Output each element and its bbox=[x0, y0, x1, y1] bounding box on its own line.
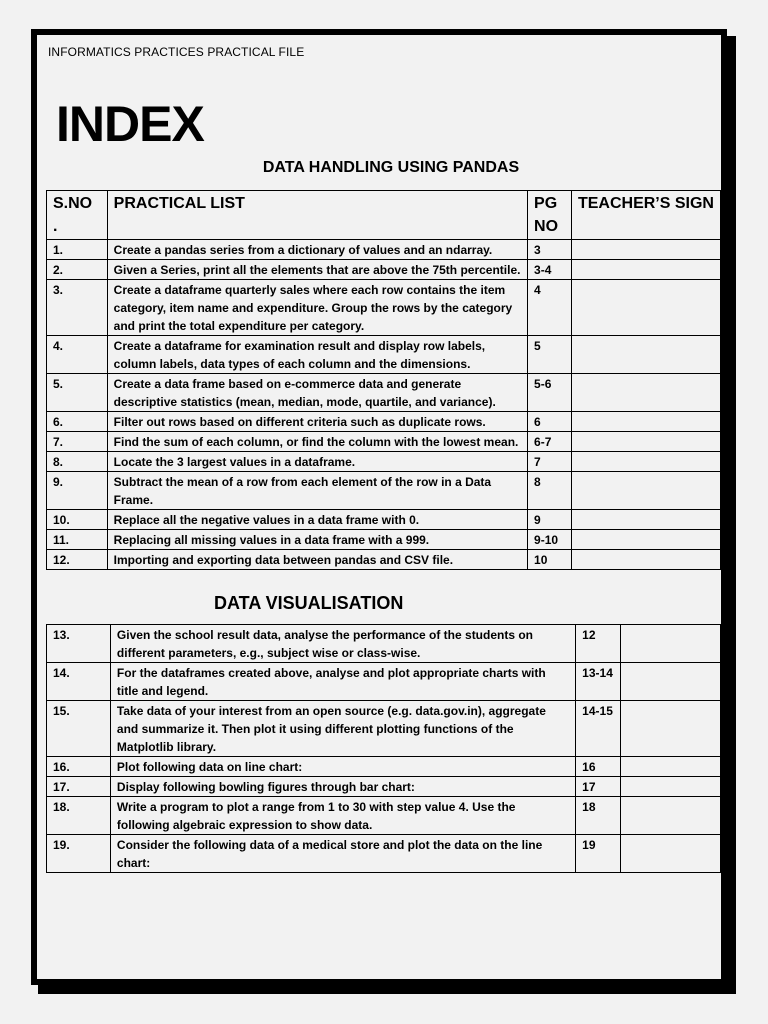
row-page: 13-14 bbox=[576, 663, 621, 701]
row-practical: Given the school result data, analyse the performance of the students on different parameters, e.g., subject wise or class-wise. bbox=[110, 625, 575, 663]
table-row bbox=[47, 432, 721, 452]
row-practical: Take data of your interest from an open source (e.g. data.gov.in), aggregate and summarize it. Then plot it using different plotting functions of the Matplotlib library. bbox=[110, 701, 575, 757]
row-sign bbox=[621, 777, 721, 797]
table-row bbox=[47, 452, 721, 472]
column-header-pg: PG NO bbox=[528, 191, 572, 240]
row-sno: 15. bbox=[47, 701, 111, 757]
row-page: 12 bbox=[576, 625, 621, 663]
row-sno: 9. bbox=[47, 472, 108, 510]
row-practical: Filter out rows based on different criteria such as duplicate rows. bbox=[107, 412, 527, 432]
row-sign bbox=[621, 835, 721, 873]
row-practical: Display following bowling figures through bar chart: bbox=[110, 777, 575, 797]
row-sno: 3. bbox=[47, 280, 108, 336]
row-sign bbox=[571, 260, 720, 280]
row-practical: Locate the 3 largest values in a dataframe. bbox=[107, 452, 527, 472]
table-row bbox=[47, 336, 721, 374]
row-sign bbox=[621, 757, 721, 777]
table-row bbox=[47, 625, 721, 663]
table-row bbox=[47, 260, 721, 280]
row-practical: Importing and exporting data between pandas and CSV file. bbox=[107, 550, 527, 570]
row-page: 7 bbox=[528, 452, 572, 472]
row-sign bbox=[571, 550, 720, 570]
row-sign bbox=[621, 663, 721, 701]
row-sign bbox=[571, 510, 720, 530]
row-practical: Find the sum of each column, or find the column with the lowest mean. bbox=[107, 432, 527, 452]
row-practical: For the dataframes created above, analyse and plot appropriate charts with title and legend. bbox=[110, 663, 575, 701]
row-sign bbox=[571, 336, 720, 374]
row-sno: 18. bbox=[47, 797, 111, 835]
row-sno: 4. bbox=[47, 336, 108, 374]
row-page: 3 bbox=[528, 240, 572, 260]
row-sno: 16. bbox=[47, 757, 111, 777]
table-row bbox=[47, 240, 721, 260]
row-practical: Create a data frame based on e-commerce data and generate descriptive statistics (mean, median, mode, quartile, and variance). bbox=[107, 374, 527, 412]
document-page bbox=[31, 29, 727, 985]
row-sno: 8. bbox=[47, 452, 108, 472]
row-sign bbox=[621, 797, 721, 835]
section-heading-pandas: DATA HANDLING USING PANDAS bbox=[262, 159, 520, 176]
row-practical: Create a dataframe quarterly sales where each row contains the item category, item name and expenditure. Group the rows by the category and print the total expenditure per category. bbox=[107, 280, 527, 336]
row-practical: Given a Series, print all the elements that are above the 75th percentile. bbox=[107, 260, 527, 280]
row-page: 16 bbox=[576, 757, 621, 777]
row-page: 3-4 bbox=[528, 260, 572, 280]
row-sno: 5. bbox=[47, 374, 108, 412]
row-practical: Subtract the mean of a row from each element of the row in a Data Frame. bbox=[107, 472, 527, 510]
row-sno: 12. bbox=[47, 550, 108, 570]
row-page: 9-10 bbox=[528, 530, 572, 550]
row-practical: Plot following data on line chart: bbox=[110, 757, 575, 777]
row-sign bbox=[571, 374, 720, 412]
column-header-practical: PRACTICAL LIST bbox=[107, 191, 527, 240]
column-header-sign: TEACHER’S SIGN bbox=[571, 191, 720, 240]
row-page: 6-7 bbox=[528, 432, 572, 452]
row-sign bbox=[571, 432, 720, 452]
table-row bbox=[47, 412, 721, 432]
table-row bbox=[47, 510, 721, 530]
table-row bbox=[47, 280, 721, 336]
table-row bbox=[47, 530, 721, 550]
row-page: 9 bbox=[528, 510, 572, 530]
row-page: 4 bbox=[528, 280, 572, 336]
row-page: 6 bbox=[528, 412, 572, 432]
table-row bbox=[47, 663, 721, 701]
table-row bbox=[47, 757, 721, 777]
row-practical: Write a program to plot a range from 1 to 30 with step value 4. Use the following algebraic expression to show data. bbox=[110, 797, 575, 835]
row-sign bbox=[571, 240, 720, 260]
row-page: 5 bbox=[528, 336, 572, 374]
row-sno: 10. bbox=[47, 510, 108, 530]
table-row bbox=[47, 797, 721, 835]
row-page: 14-15 bbox=[576, 701, 621, 757]
row-practical: Replacing all missing values in a data frame with a 999. bbox=[107, 530, 527, 550]
table-row bbox=[47, 701, 721, 757]
row-page: 10 bbox=[528, 550, 572, 570]
row-sign bbox=[571, 280, 720, 336]
table-row bbox=[47, 374, 721, 412]
row-sno: 17. bbox=[47, 777, 111, 797]
row-sno: 2. bbox=[47, 260, 108, 280]
table-row bbox=[47, 550, 721, 570]
row-sno: 19. bbox=[47, 835, 111, 873]
row-page: 5-6 bbox=[528, 374, 572, 412]
row-page: 8 bbox=[528, 472, 572, 510]
row-page: 17 bbox=[576, 777, 621, 797]
column-header-sno: S.NO . bbox=[47, 191, 108, 240]
row-sno: 6. bbox=[47, 412, 108, 432]
index-table-pandas bbox=[46, 190, 721, 570]
table-row bbox=[47, 835, 721, 873]
row-page: 18 bbox=[576, 797, 621, 835]
index-table-visualisation bbox=[46, 624, 721, 873]
row-practical: Replace all the negative values in a data frame with 0. bbox=[107, 510, 527, 530]
row-sign bbox=[571, 472, 720, 510]
file-header: INFORMATICS PRACTICES PRACTICAL FILE bbox=[48, 45, 305, 59]
page-title: INDEX bbox=[56, 96, 204, 152]
row-sign bbox=[621, 701, 721, 757]
row-sno: 13. bbox=[47, 625, 111, 663]
row-sign bbox=[571, 530, 720, 550]
row-practical: Create a pandas series from a dictionary of values and an ndarray. bbox=[107, 240, 527, 260]
row-sign bbox=[571, 412, 720, 432]
row-sign bbox=[621, 625, 721, 663]
row-page: 19 bbox=[576, 835, 621, 873]
row-practical: Create a dataframe for examination result and display row labels, column labels, data types of each column and the dimensions. bbox=[107, 336, 527, 374]
row-practical: Consider the following data of a medical store and plot the data on the line chart: bbox=[110, 835, 575, 873]
row-sno: 14. bbox=[47, 663, 111, 701]
row-sno: 7. bbox=[47, 432, 108, 452]
table-row bbox=[47, 472, 721, 510]
row-sign bbox=[571, 452, 720, 472]
row-sno: 1. bbox=[47, 240, 108, 260]
section-heading-visualisation: DATA VISUALISATION bbox=[214, 593, 404, 613]
row-sno: 11. bbox=[47, 530, 108, 550]
table-row bbox=[47, 777, 721, 797]
table-header-row bbox=[47, 191, 721, 240]
